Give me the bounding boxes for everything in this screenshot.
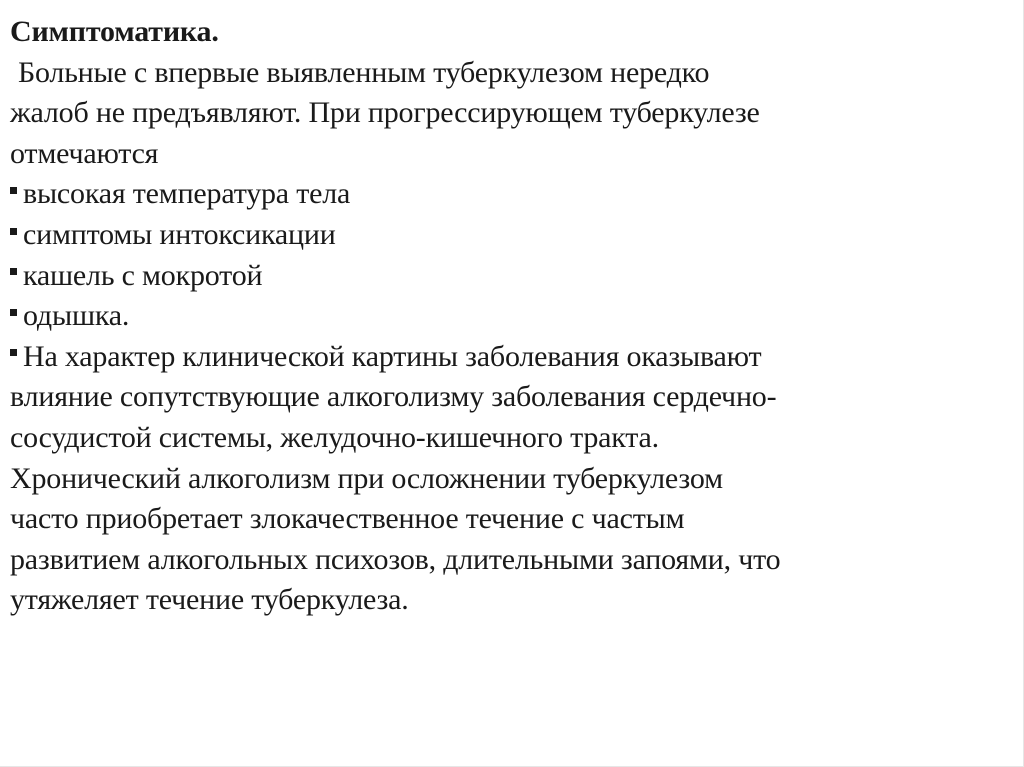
bullet-item bbox=[10, 215, 1010, 256]
bullet-text: высокая температура тела bbox=[23, 177, 351, 211]
intro-line: Больные с впервые выявленным туберкулезом нередко bbox=[18, 55, 710, 89]
intro-line: отмечаются bbox=[10, 136, 159, 170]
square-bullet-icon bbox=[10, 187, 17, 194]
paragraph-line: влияние сопутствующие алкоголизму заболевания сердечно- bbox=[10, 380, 777, 414]
square-bullet-icon bbox=[10, 309, 17, 316]
paragraph-line bbox=[10, 337, 1010, 378]
bullet-text: кашель с мокротой bbox=[23, 258, 263, 292]
bullet-item bbox=[10, 174, 1010, 215]
bullet-text: симптомы интоксикации bbox=[23, 217, 336, 251]
paragraph-text: На характер клинической картины заболевания оказывают bbox=[23, 339, 762, 373]
paragraph-line: сосудистой системы, желудочно-кишечного тракта. bbox=[10, 420, 659, 454]
paragraph-line: развитием алкогольных психозов, длительными запоями, что bbox=[10, 542, 781, 576]
square-bullet-icon bbox=[10, 228, 17, 235]
square-bullet-icon bbox=[10, 349, 17, 356]
slide-text bbox=[10, 12, 1010, 621]
paragraph-line: часто приобретает злокачественное течение с частым bbox=[10, 502, 685, 536]
square-bullet-icon bbox=[10, 268, 17, 275]
paragraph-line: утяжеляет течение туберкулеза. bbox=[10, 583, 409, 617]
intro-line: жалоб не предъявляют. При прогрессирующем туберкулезе bbox=[10, 96, 760, 130]
bullet-item bbox=[10, 256, 1010, 297]
bullet-item bbox=[10, 296, 1010, 337]
slide-title: Симптоматика. bbox=[10, 15, 219, 48]
bullet-text: одышка. bbox=[23, 299, 130, 333]
paragraph-line: Хронический алкоголизм при осложнении туберкулезом bbox=[10, 461, 723, 495]
